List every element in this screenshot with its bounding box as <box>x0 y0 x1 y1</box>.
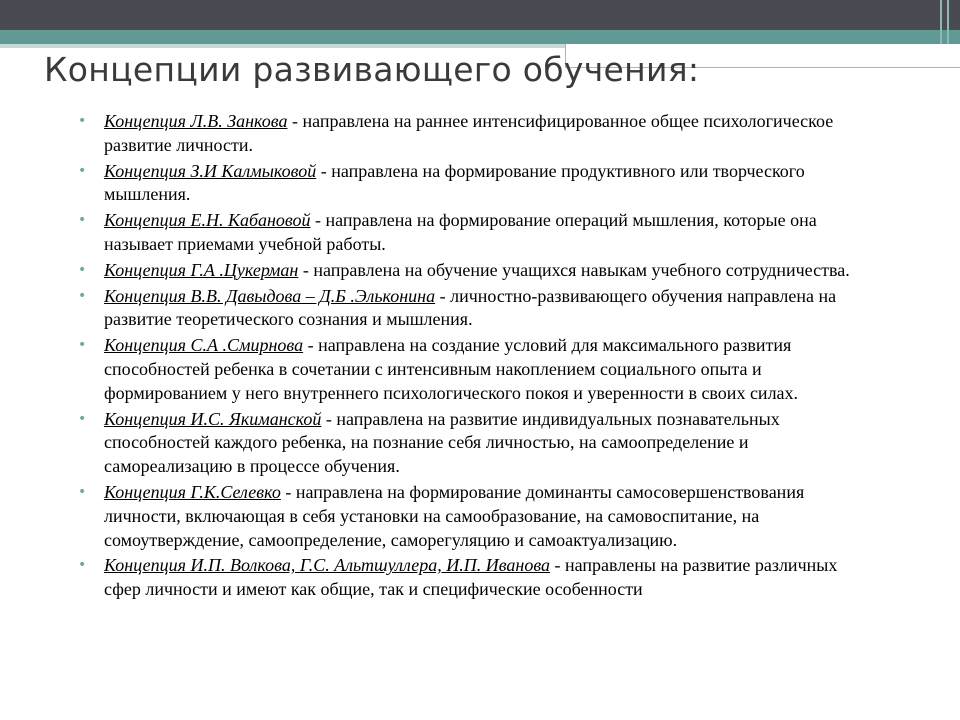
list-item <box>78 408 868 479</box>
concept-list <box>78 110 868 604</box>
bullet-icon: • <box>78 287 87 304</box>
bullet-icon: • <box>78 410 87 427</box>
concept-link[interactable]: Концепция И.П. Волкова, Г.С. Альтшуллера, И.П. Иванова <box>104 555 551 576</box>
concept-link[interactable]: Концепция Е.Н. Кабановой <box>104 210 311 231</box>
concept-link[interactable]: Концепция С.А .Смирнова <box>104 335 304 356</box>
concept-description: - направлена на создание условий для максимального развития способностей ребенка в сочетании с интенсивным накоплением социального опыта и формированием у него внутреннего психологического покоя и уверенности в своих силах. <box>104 335 799 403</box>
bullet-icon: • <box>78 483 87 500</box>
bullet-icon: • <box>78 557 87 574</box>
corner-decoration <box>938 0 952 44</box>
slide-title: Концепции развивающего обучения: <box>44 50 700 89</box>
list-item <box>78 334 868 405</box>
light-stripe <box>0 44 565 48</box>
header-band <box>0 0 960 30</box>
concept-description: - направлена на формирование доминанты самосовершенствования личности, включающая в себя установки на самообразование, на самовоспитание, на сомоутверждение, самоопределение, саморегуляцию и самоактуализацию. <box>104 481 805 550</box>
concept-description: - направлена на формирование операций мышления, которые она называет приемами учебной работы. <box>104 210 817 254</box>
accent-stripe <box>0 30 960 44</box>
concept-description: - личностно-развивающего обучения направлена на развитие теоретического сознания и мышления. <box>104 285 837 330</box>
list-item <box>78 209 868 257</box>
concept-link[interactable]: Концепция З.И Калмыковой <box>104 160 317 181</box>
list-item <box>78 554 868 602</box>
concept-link[interactable]: Концепция И.С. Якиманской <box>104 408 322 429</box>
bullet-icon: • <box>78 261 87 278</box>
list-item <box>78 110 868 158</box>
list-item <box>78 481 868 552</box>
concept-link[interactable]: Концепция Г.К.Селевко <box>104 481 281 502</box>
bullet-icon: • <box>78 212 87 229</box>
bullet-icon: • <box>78 162 87 179</box>
bullet-icon: • <box>78 337 87 354</box>
concept-description: - направлена на раннее интенсифицированное общее психологическое развитие личности. <box>104 111 834 155</box>
concept-description: - направлена на обучение учащихся навыкам учебного сотрудничества. <box>298 259 850 280</box>
list-item <box>78 160 868 208</box>
bullet-icon: • <box>78 113 87 129</box>
concept-description: - направлена на развитие индивидуальных познавательных способностей каждого ребенка, на познание себя личностью, на самоопределение и самореализацию в процессе обучения. <box>104 408 780 477</box>
concept-link[interactable]: Концепция Л.В. Занкова <box>104 111 288 131</box>
list-item <box>78 285 868 333</box>
concept-description: - направлены на развитие различных сфер личности и имеют как общие, так и специфические особенности <box>104 555 838 600</box>
list-item <box>78 259 868 283</box>
concept-link[interactable]: Концепция В.В. Давыдова – Д.Б .Эльконина <box>104 285 436 306</box>
concept-description: - направлена на формирование продуктивного или творческого мышления. <box>104 160 805 205</box>
concept-link[interactable]: Концепция Г.А .Цукерман <box>104 259 299 280</box>
